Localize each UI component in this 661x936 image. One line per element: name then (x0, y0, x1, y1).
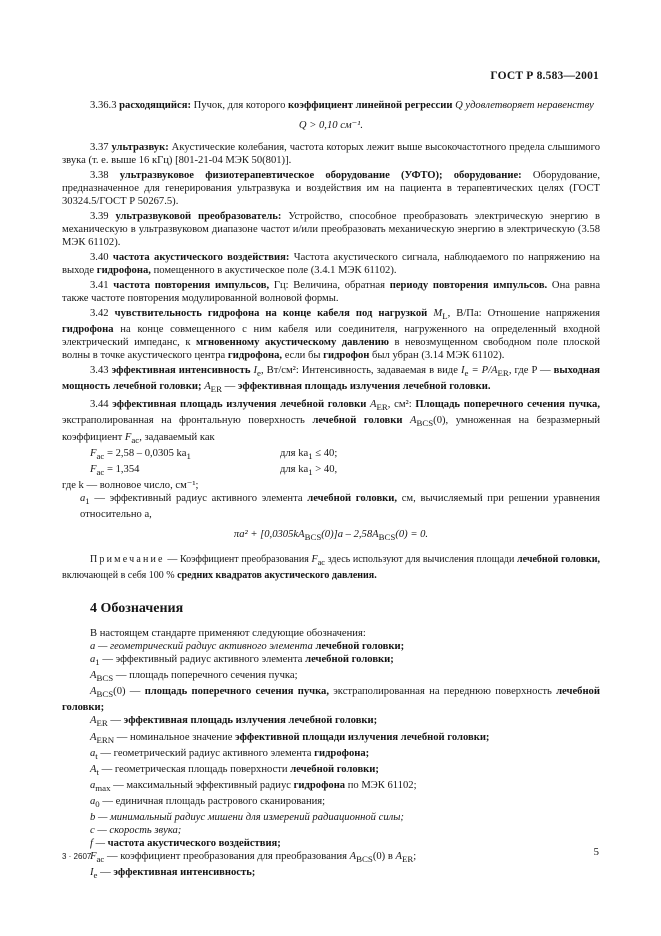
symbol-item (62, 640, 600, 653)
where-line (62, 479, 600, 492)
symbol-subscript: e (257, 368, 261, 379)
symbol-text: — максимальный эффективный радиус (110, 779, 291, 791)
clause-number: 3.42 (90, 308, 109, 319)
symbol-text: — эффективный радиус активного элемента (99, 654, 303, 666)
formula-text: πa² + [0,0305kA (233, 528, 305, 540)
symbol: A (410, 415, 417, 427)
note-text: включающей в себя 100 % (62, 569, 175, 581)
a1-definition (62, 492, 600, 521)
symbol-bold-term: гидрофона; (314, 747, 370, 759)
formula-text: = 2,58 – 0,0305 ka (104, 447, 187, 459)
clause-text: , задаваемый как (139, 431, 215, 443)
symbol-bold-term: эффективная площадь излучения лечебной головки; (123, 715, 378, 727)
clause-text: Q удовлетворяет неравенству (455, 100, 594, 111)
symbol-subscript: ac (96, 450, 105, 461)
symbol: a (90, 795, 96, 807)
symbol-subscript: BCS (96, 673, 114, 684)
clause-bold-term: мгновенному акустическому давлению (196, 337, 389, 349)
clause-text: где k — волновое число, см⁻¹; (62, 479, 199, 491)
symbol-subscript: ac (96, 854, 105, 865)
note-text: — Коэффициент преобразования (167, 554, 309, 566)
symbol: F (90, 447, 97, 459)
symbol-subscript: BCS (96, 689, 114, 700)
symbol-subscript: BCS (356, 854, 373, 865)
symbol-bold-term: лечебной головки; (305, 654, 394, 666)
symbol: I (253, 365, 258, 377)
symbol-item (62, 795, 600, 811)
symbol: F (90, 463, 97, 475)
symbol: A (349, 851, 357, 863)
symbol-text: — геометрический радиус активного элемента (97, 747, 312, 759)
symbol-text: f — (90, 838, 106, 850)
clause-bold-term: выходная мощность лечебной головки; (62, 365, 600, 393)
symbol-text: a — геометрический радиус активного элемента (90, 641, 313, 653)
symbol-subscript: ac (131, 434, 140, 445)
symbol-item (62, 850, 600, 866)
formula-text: (0) = 0. (395, 528, 429, 540)
clause-number: 3.36.3 (90, 100, 117, 111)
clause-text: , см²: (387, 399, 412, 411)
symbol-subscript: max (95, 782, 111, 793)
symbol: = P/A (468, 365, 498, 377)
symbol-text: — единичная площадь растрового сканирования; (99, 795, 326, 807)
symbol-subscript: t (95, 750, 98, 761)
clause-number: 3.41 (90, 280, 109, 291)
clause-text: Гц: Величина, обратная (273, 280, 386, 291)
symbol-bold-term: лечебной головки; (315, 641, 405, 653)
symbol-bold-term: площадь поперечного сечения пучка, (144, 686, 329, 698)
formula-left (62, 463, 280, 479)
formula-text: Q > 0,10 см⁻¹. (298, 120, 364, 131)
symbol-subscript: BCS (378, 532, 396, 543)
clause-term: ультразвук: (111, 142, 169, 153)
symbol: I (460, 365, 465, 377)
clause-term: расходящийся: (119, 100, 191, 111)
symbol-subscript: BCS (304, 532, 322, 543)
symbol: M (433, 308, 443, 319)
clause-bold-term: периоду повторения импульсов. (389, 280, 548, 291)
symbol: A (90, 686, 97, 698)
symbol: F (90, 851, 97, 863)
clause-text: помещенного в акустическое поле (3.4.1 МЭК 61102). (153, 265, 397, 276)
page-content (62, 99, 600, 882)
symbol-item (62, 685, 600, 714)
symbol-subscript: ac (96, 466, 105, 477)
clause-3-38 (62, 169, 600, 208)
symbol-bold-term: лечебной головки; (290, 763, 379, 775)
symbol-subscript: ER (497, 368, 509, 379)
clause-text: (0), умноженная на безразмерный коэффициент (62, 415, 600, 443)
clause-bold-term: гидрофона, (96, 265, 151, 276)
symbol-text: (0) в (372, 851, 393, 863)
symbol: A (90, 670, 97, 682)
symbol-subscript: ER (376, 402, 388, 413)
clause-number: 3.43 (90, 365, 109, 377)
formula-left (62, 447, 280, 463)
clause-3-39 (62, 210, 600, 249)
symbol-subscript: 1 (85, 495, 90, 506)
symbol: a (90, 747, 96, 759)
section-title: 4 Обозначения (90, 601, 184, 617)
clause-text: в невозмущенном свободном поле плоской волны в точке акустического центра (62, 337, 600, 362)
symbol-subscript: 1 (186, 450, 191, 461)
clause-text: Акустические колебания, частота которых лежит выше высокочастотного предела слышимого звука (т. е. выше 16 кГц) [801-21-04 МЭК 50(801)]. (62, 142, 600, 166)
formula-text: для ka (280, 447, 309, 459)
symbol-text: — номинальное значение (114, 731, 233, 743)
clause-term: эффективная площадь излучения лечебной головки (112, 399, 367, 411)
clause-number: 3.44 (90, 399, 109, 411)
clause-term: ультразвуковой преобразователь: (115, 211, 282, 222)
symbol-subscript: ac (317, 558, 325, 568)
clause-bold-term: гидрофона, (227, 350, 283, 362)
symbol-bold-term: эффективная интенсивность; (113, 867, 256, 879)
clause-text: , В/Па: Отношение напряжения (447, 308, 601, 319)
symbol-text: — геометрическая площадь поверхности (98, 763, 288, 775)
formula-text: ≤ 40; (312, 447, 338, 459)
symbol-subscript: ERN (96, 734, 115, 745)
symbol-subscript: ER (96, 718, 108, 729)
symbol-item (62, 824, 600, 837)
clause-number: 3.37 (90, 142, 109, 153)
symbol: A (204, 381, 211, 393)
clause-bold-term: гидрофона (62, 324, 114, 336)
clause-3-42 (62, 307, 600, 362)
symbol-bold-term: частота акустического воздействия; (107, 838, 281, 850)
clause-3-43 (62, 364, 600, 396)
clause-number: 3.40 (90, 252, 109, 263)
symbol: A (90, 715, 97, 727)
symbol: I (90, 867, 94, 879)
formula-condition (280, 447, 600, 463)
symbol-bold-term: лечебной головки; (62, 686, 600, 714)
symbol-item (62, 811, 600, 824)
clause-text: — эффективный радиус активного элемента (89, 492, 303, 504)
formula-fac-1 (62, 447, 600, 463)
clause-3-37 (62, 141, 600, 167)
symbol: A (90, 763, 97, 775)
symbols-list (62, 627, 600, 882)
clause-3-44 (62, 398, 600, 446)
clause-text: Она равна также частоте повторения модулированной волновой формы. (62, 280, 601, 304)
clause-number: 3.39 (90, 211, 109, 222)
symbol: a (90, 654, 96, 666)
clause-text: Частота акустического сигнала, наблюдаемого по напряжению на выходе (62, 252, 600, 276)
symbol-item (62, 653, 600, 669)
symbol-item (62, 747, 600, 763)
symbol: A (90, 731, 97, 743)
symbol-subscript: e (93, 870, 98, 881)
symbol: A (395, 851, 402, 863)
clause-text: , где P — (508, 365, 551, 377)
clause-bold-term: гидрофон (323, 350, 370, 362)
symbol-bold-term: гидрофона (293, 779, 346, 791)
symbol-subscript: ER (402, 854, 414, 865)
symbol-subscript: 1 (308, 450, 313, 461)
symbol-bold-term: эффективной площади излучения лечебной головки; (235, 731, 490, 743)
symbol: a (80, 492, 86, 504)
clause-text: — (221, 381, 236, 393)
note-bold-term: средних квадратов акустического давления. (177, 569, 377, 581)
clause-number: 3.38 (90, 170, 109, 181)
symbol-item (62, 669, 600, 685)
symbol-item (62, 779, 600, 795)
symbol-subscript: e (464, 368, 469, 379)
note-bold-term: лечебной головки, (517, 554, 601, 566)
symbol-subscript: 1 (95, 657, 100, 668)
symbol-text: b — минимальный радиус мишени для измерений радиационной силы; (90, 812, 404, 824)
symbol-text: — (107, 715, 122, 727)
note (62, 554, 600, 582)
symbol-item (62, 763, 600, 779)
clause-bold-term: лечебной головки, (307, 492, 398, 504)
clause-3-36-3 (62, 99, 600, 112)
symbol-text: — (97, 867, 111, 879)
clause-bold-term: коэффициент линейной регрессии (288, 100, 453, 111)
symbol-text: ; (413, 851, 417, 863)
formula-condition (280, 463, 600, 479)
clause-text: см, вычисляемый при решении уравнения относительно a, (80, 492, 601, 520)
symbol-item (62, 837, 600, 850)
symbol-text: — коэффициент преобразования для преобразования (104, 851, 348, 863)
clause-bold-term: Площадь поперечного сечения пучка, (415, 399, 600, 411)
formula-fac-2 (62, 463, 600, 479)
note-label: Примечание (90, 554, 165, 566)
clause-term: частота акустического воздействия: (112, 252, 290, 263)
symbol-text: (0) — (113, 686, 141, 698)
formula-text: (0)]a – 2,58A (321, 528, 379, 540)
page-number: 5 (593, 846, 599, 858)
symbol: F (124, 431, 132, 443)
formula-text: = 1,354 (104, 463, 140, 475)
formula-q (62, 119, 600, 132)
clause-text: , Вт/см²: Интенсивность, задаваемая в виде (260, 365, 458, 377)
clause-text: экстраполированная на фронтальную поверхность (62, 415, 305, 427)
clause-3-41 (62, 279, 600, 305)
symbol-subscript: ER (210, 384, 222, 395)
symbol-text: по МЭК 61102; (347, 779, 417, 791)
symbol: a (90, 779, 96, 791)
symbol-subscript: t (96, 766, 99, 777)
symbol-item (62, 731, 600, 747)
clause-text: Устройство, способное преобразовать электрическую энергию в механическую в ультразвуковом диапазоне частот и/или преобразовать механическую энергию в электрическую (3.58 МЭК 61102). (62, 211, 600, 248)
symbol-text: c — скорость звука; (90, 825, 182, 837)
symbols-intro: В настоящем стандарте применяют следующие обозначения: (90, 628, 366, 640)
clause-text: на конце совмещенного с ним кабеля или соединителя, нагруженного на определенный входной электрический импеданс, к (62, 324, 601, 349)
symbol-subscript: L (442, 311, 448, 322)
print-code: 3 · 2607 (62, 852, 92, 861)
clause-text: был убран (3.14 МЭК 61102). (372, 350, 505, 362)
clause-text: Оборудование, предназначенное для генерирования ультразвука и воздействия им на пациента в терапевтических целях (ГОСТ 30324.5/ГОСТ Р 50267.5). (62, 170, 600, 207)
formula-text: > 40, (312, 463, 338, 475)
clause-term: эффективная интенсивность (111, 365, 251, 377)
clause-3-40 (62, 251, 600, 277)
symbol: A (370, 399, 377, 411)
symbol-subscript: BCS (416, 418, 434, 429)
formula-text: для ka (280, 463, 309, 475)
clause-text: если бы (284, 350, 321, 362)
symbol-text: экстраполированная на переднюю поверхность (333, 686, 552, 698)
symbol-subscript: 0 (95, 799, 100, 810)
clause-text: Пучок, для которого (193, 100, 286, 111)
clause-bold-term: эффективная площадь излучения лечебной головки. (237, 381, 491, 393)
clause-term: ультразвуковое физиотерапевтическое оборудование (УФТО); оборудование: (119, 170, 522, 181)
symbol-subscript: 1 (308, 466, 313, 477)
standard-header: ГОСТ Р 8.583—2001 (490, 70, 599, 82)
clause-bold-term: лечебной головки (312, 415, 403, 427)
clause-term: частота повторения импульсов, (113, 280, 270, 291)
symbol: F (311, 554, 318, 566)
symbol-text: — площадь поперечного сечения пучка; (113, 670, 298, 682)
note-text: здесь используют для вычисления площади (327, 554, 515, 566)
symbol-item (62, 866, 600, 882)
clause-term: чувствительность гидрофона на конце кабеля под нагрузкой (114, 308, 428, 319)
formula-a1 (62, 528, 600, 544)
symbol-item (62, 714, 600, 730)
